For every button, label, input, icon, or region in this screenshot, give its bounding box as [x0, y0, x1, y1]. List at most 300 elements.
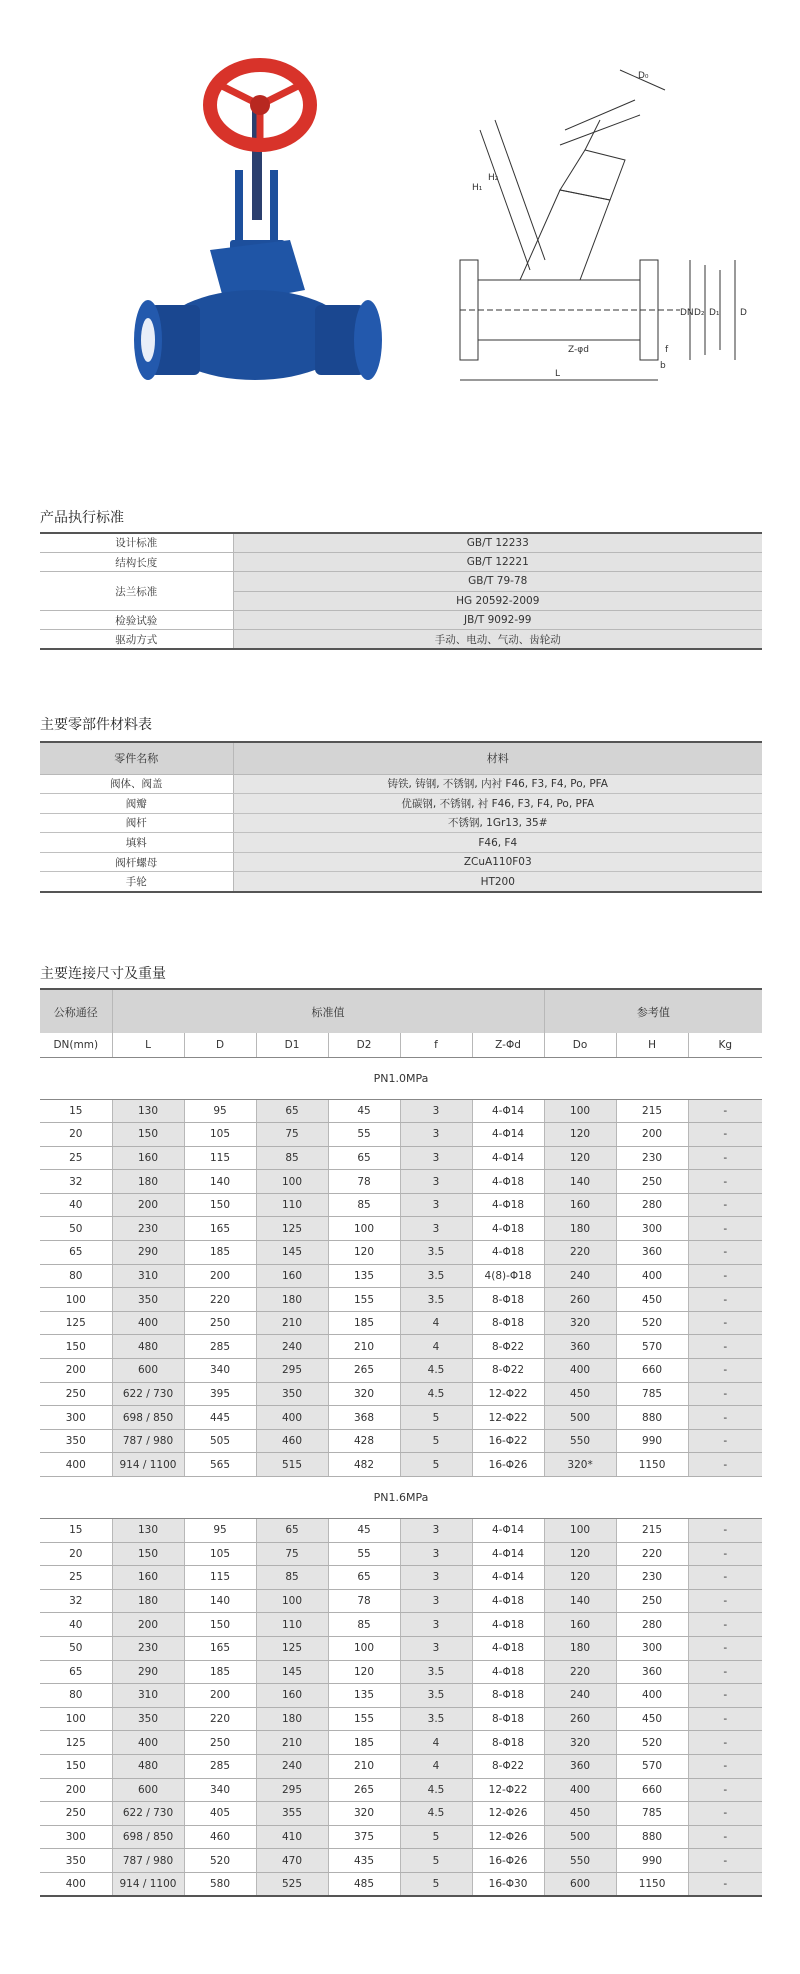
table-cell: 320*: [544, 1453, 616, 1477]
table-cell: 215: [616, 1519, 688, 1543]
valve-dimension-drawing: [450, 60, 780, 410]
table-cell: 200: [40, 1359, 112, 1383]
table-cell: 160: [544, 1193, 616, 1217]
table-cell: -: [688, 1589, 762, 1613]
table-cell: 622 / 730: [112, 1382, 184, 1406]
table-cell: 8-Φ22: [472, 1754, 544, 1778]
table-cell: 360: [544, 1335, 616, 1359]
table-cell: 40: [40, 1193, 112, 1217]
table-cell: 165: [184, 1636, 256, 1660]
table-cell: 350: [112, 1288, 184, 1312]
table-cell: 990: [616, 1429, 688, 1453]
table-cell: -: [688, 1264, 762, 1288]
table-cell: 787 / 980: [112, 1849, 184, 1873]
table-cell: 290: [112, 1241, 184, 1265]
table-cell: 520: [616, 1731, 688, 1755]
label-z-phi-d: Z-φd: [568, 345, 589, 355]
table-cell: 914 / 1100: [112, 1453, 184, 1477]
table-cell: 505: [184, 1429, 256, 1453]
table-row: [40, 1872, 762, 1896]
materials-body: [40, 774, 762, 892]
table-cell: 220: [184, 1288, 256, 1312]
table-cell: 130: [112, 1099, 184, 1123]
table-cell: 482: [328, 1453, 400, 1477]
table-cell: 150: [184, 1613, 256, 1637]
table-cell: 135: [328, 1264, 400, 1288]
table-cell: 285: [184, 1335, 256, 1359]
table-cell: 360: [544, 1754, 616, 1778]
table-cell: 914 / 1100: [112, 1872, 184, 1896]
table-row: [40, 1754, 762, 1778]
header-dn-group: 公称通径: [40, 989, 112, 1033]
table-cell: 185: [184, 1660, 256, 1684]
column-header: D1: [256, 1033, 328, 1057]
table-row: [40, 1288, 762, 1312]
table-cell: 428: [328, 1429, 400, 1453]
table-row: [40, 1660, 762, 1684]
table-cell: 80: [40, 1684, 112, 1708]
label-d2: D₂: [694, 308, 705, 318]
table-cell: -: [688, 1636, 762, 1660]
table-cell: 85: [256, 1566, 328, 1590]
table-cell: 320: [328, 1382, 400, 1406]
table-cell: 280: [616, 1193, 688, 1217]
table-cell: 3: [400, 1542, 472, 1566]
table-cell: 220: [544, 1660, 616, 1684]
pressure-label: PN1.6MPa: [40, 1477, 762, 1519]
table-cell: 105: [184, 1542, 256, 1566]
table-cell: -: [688, 1453, 762, 1477]
table-cell: 500: [544, 1825, 616, 1849]
table-cell: 220: [616, 1542, 688, 1566]
table-cell: 320: [328, 1802, 400, 1826]
table-cell: 8-Φ18: [472, 1684, 544, 1708]
table-cell: 135: [328, 1684, 400, 1708]
table-cell: 4-Φ18: [472, 1589, 544, 1613]
table-cell: 65: [40, 1241, 112, 1265]
table-row: 法兰标准 GB/T 79-78: [40, 572, 762, 591]
table-cell: 125: [256, 1217, 328, 1241]
header-reference-group: 参考值: [544, 989, 762, 1033]
table-cell: 525: [256, 1872, 328, 1896]
table-cell: 240: [544, 1684, 616, 1708]
table-cell: 75: [256, 1123, 328, 1147]
table-cell: 125: [256, 1636, 328, 1660]
table-row: [40, 794, 762, 814]
label-l: L: [555, 369, 561, 379]
table-cell: 25: [40, 1566, 112, 1590]
table-cell: 5: [400, 1825, 472, 1849]
table-cell: 100: [256, 1170, 328, 1194]
table-row: [40, 1146, 762, 1170]
table-cell: 12-Φ26: [472, 1825, 544, 1849]
column-header: H: [616, 1033, 688, 1057]
column-header: Z-Φd: [472, 1033, 544, 1057]
table-cell: -: [688, 1288, 762, 1312]
table-cell: 570: [616, 1754, 688, 1778]
table-cell: 4-Φ14: [472, 1542, 544, 1566]
table-cell: -: [688, 1754, 762, 1778]
dimensions-title: 主要连接尺寸及重量: [40, 966, 166, 982]
standards-title: 产品执行标准: [40, 510, 124, 526]
table-cell: 260: [544, 1288, 616, 1312]
table-row: [40, 872, 762, 892]
table-cell: 16-Φ22: [472, 1429, 544, 1453]
table-cell: -: [688, 1123, 762, 1147]
standards-table: [40, 532, 762, 650]
table-cell: 3.5: [400, 1288, 472, 1312]
table-cell: 400: [616, 1264, 688, 1288]
table-cell: 3: [400, 1099, 472, 1123]
table-row: 设计标准 GB/T 12233: [40, 533, 762, 552]
table-cell: 200: [112, 1193, 184, 1217]
table-cell: 515: [256, 1453, 328, 1477]
table-cell: 20: [40, 1123, 112, 1147]
table-cell: 285: [184, 1754, 256, 1778]
table-cell: 250: [40, 1802, 112, 1826]
table-row: [40, 1359, 762, 1383]
table-cell: 100: [256, 1589, 328, 1613]
column-header: f: [400, 1033, 472, 1057]
column-header: D2: [328, 1033, 400, 1057]
table-cell: 698 / 850: [112, 1406, 184, 1430]
table-cell: 280: [616, 1613, 688, 1637]
table-cell: 220: [544, 1241, 616, 1265]
table-cell: 120: [328, 1660, 400, 1684]
table-cell: 200: [184, 1264, 256, 1288]
table-cell: 125: [40, 1311, 112, 1335]
materials-title: 主要零部件材料表: [40, 717, 152, 733]
table-cell: 3: [400, 1123, 472, 1147]
table-row: [40, 1519, 762, 1543]
table-cell: -: [688, 1099, 762, 1123]
table-cell: 880: [616, 1825, 688, 1849]
table-cell: 360: [616, 1660, 688, 1684]
table-cell: 80: [40, 1264, 112, 1288]
table-cell: 65: [256, 1519, 328, 1543]
material-cell: 优碳钢, 不锈钢, 衬 F46, F3, F4, Po, PFA: [233, 794, 762, 814]
material-cell: ZCuA110F03: [233, 852, 762, 872]
table-cell: 600: [112, 1778, 184, 1802]
table-cell: 355: [256, 1802, 328, 1826]
table-cell: 5: [400, 1872, 472, 1896]
table-cell: -: [688, 1778, 762, 1802]
table-cell: 1150: [616, 1453, 688, 1477]
table-cell: 400: [40, 1872, 112, 1896]
table-cell: -: [688, 1849, 762, 1873]
label-b: b: [660, 361, 666, 371]
table-cell: 240: [256, 1335, 328, 1359]
table-row: [40, 1264, 762, 1288]
material-cell: F46, F4: [233, 833, 762, 853]
table-cell: 200: [112, 1613, 184, 1637]
table-cell: 300: [40, 1406, 112, 1430]
table-cell: 230: [616, 1566, 688, 1590]
table-cell: 50: [40, 1217, 112, 1241]
table-cell: 120: [544, 1566, 616, 1590]
table-cell: 250: [184, 1731, 256, 1755]
table-cell: 110: [256, 1193, 328, 1217]
dimensions-table: [40, 988, 762, 1897]
table-row: [40, 852, 762, 872]
table-cell: 240: [544, 1264, 616, 1288]
table-cell: 3.5: [400, 1684, 472, 1708]
table-cell: 990: [616, 1849, 688, 1873]
table-cell: 4-Φ18: [472, 1193, 544, 1217]
table-cell: 85: [256, 1146, 328, 1170]
table-cell: 410: [256, 1825, 328, 1849]
table-cell: 3: [400, 1613, 472, 1637]
table-cell: 50: [40, 1636, 112, 1660]
table-cell: 85: [328, 1193, 400, 1217]
table-cell: 3: [400, 1217, 472, 1241]
table-cell: 622 / 730: [112, 1802, 184, 1826]
table-cell: 4-Φ18: [472, 1660, 544, 1684]
table-cell: 150: [40, 1335, 112, 1359]
dimensions-body: [40, 1057, 762, 1896]
table-cell: 520: [616, 1311, 688, 1335]
table-row: [40, 774, 762, 794]
table-cell: 310: [112, 1264, 184, 1288]
table-cell: 100: [40, 1707, 112, 1731]
table-cell: 485: [328, 1872, 400, 1896]
table-cell: 550: [544, 1429, 616, 1453]
product-hero: [0, 0, 800, 420]
table-row: 驱动方式 手动、电动、气动、齿轮动: [40, 630, 762, 649]
table-cell: 230: [112, 1217, 184, 1241]
table-row: 结构长度 GB/T 12221: [40, 552, 762, 571]
table-cell: 100: [544, 1099, 616, 1123]
table-cell: 265: [328, 1778, 400, 1802]
table-cell: 8-Φ18: [472, 1731, 544, 1755]
table-cell: 3: [400, 1193, 472, 1217]
table-cell: 5: [400, 1453, 472, 1477]
table-row: [40, 1429, 762, 1453]
table-row: [40, 1217, 762, 1241]
table-cell: -: [688, 1193, 762, 1217]
table-cell: 150: [112, 1123, 184, 1147]
table-cell: 5: [400, 1429, 472, 1453]
table-cell: 15: [40, 1519, 112, 1543]
table-cell: 5: [400, 1406, 472, 1430]
table-cell: 100: [40, 1288, 112, 1312]
material-cell: 铸铁, 铸钢, 不锈钢, 内衬 F46, F3, F4, Po, PFA: [233, 774, 762, 794]
table-cell: 395: [184, 1382, 256, 1406]
table-cell: 368: [328, 1406, 400, 1430]
table-cell: 500: [544, 1406, 616, 1430]
table-cell: 570: [616, 1335, 688, 1359]
table-cell: 100: [328, 1636, 400, 1660]
table-cell: -: [688, 1429, 762, 1453]
table-row: [40, 1802, 762, 1826]
table-cell: 155: [328, 1288, 400, 1312]
table-cell: 45: [328, 1099, 400, 1123]
table-cell: 12-Φ22: [472, 1406, 544, 1430]
table-cell: 180: [112, 1589, 184, 1613]
table-cell: 470: [256, 1849, 328, 1873]
table-cell: 78: [328, 1589, 400, 1613]
table-cell: 65: [256, 1099, 328, 1123]
table-row: [40, 1636, 762, 1660]
table-cell: -: [688, 1566, 762, 1590]
table-cell: 660: [616, 1359, 688, 1383]
table-cell: -: [688, 1382, 762, 1406]
table-cell: 400: [544, 1359, 616, 1383]
table-cell: 4-Φ14: [472, 1123, 544, 1147]
table-cell: 215: [616, 1099, 688, 1123]
table-row: [40, 1335, 762, 1359]
table-cell: 55: [328, 1123, 400, 1147]
table-cell: 295: [256, 1359, 328, 1383]
table-cell: 180: [544, 1636, 616, 1660]
table-cell: 320: [544, 1731, 616, 1755]
table-row: [40, 833, 762, 853]
table-cell: -: [688, 1802, 762, 1826]
material-cell: HT200: [233, 872, 762, 892]
table-cell: 20: [40, 1542, 112, 1566]
table-row: [40, 1684, 762, 1708]
table-cell: 140: [184, 1589, 256, 1613]
table-cell: 8-Φ22: [472, 1335, 544, 1359]
table-cell: 160: [256, 1264, 328, 1288]
table-cell: 4.5: [400, 1802, 472, 1826]
table-cell: 375: [328, 1825, 400, 1849]
table-cell: 250: [616, 1170, 688, 1194]
table-cell: 480: [112, 1335, 184, 1359]
table-cell: 160: [112, 1146, 184, 1170]
table-cell: 300: [616, 1217, 688, 1241]
part-name-cell: 阀体、阀盖: [40, 774, 233, 794]
table-cell: 4: [400, 1335, 472, 1359]
table-row: [40, 1589, 762, 1613]
table-cell: 180: [544, 1217, 616, 1241]
table-cell: 460: [184, 1825, 256, 1849]
table-cell: 1150: [616, 1872, 688, 1896]
table-cell: 120: [328, 1241, 400, 1265]
table-cell: 4.5: [400, 1359, 472, 1383]
table-column-header-row: [40, 1033, 762, 1057]
table-row: [40, 1193, 762, 1217]
table-cell: 120: [544, 1146, 616, 1170]
table-cell: 16-Φ26: [472, 1453, 544, 1477]
table-cell: 12-Φ26: [472, 1802, 544, 1826]
table-cell: 4.5: [400, 1778, 472, 1802]
table-cell: 220: [184, 1707, 256, 1731]
table-cell: 445: [184, 1406, 256, 1430]
table-cell: 4-Φ14: [472, 1566, 544, 1590]
table-cell: 160: [256, 1684, 328, 1708]
table-cell: 580: [184, 1872, 256, 1896]
table-cell: 115: [184, 1146, 256, 1170]
table-cell: 4-Φ18: [472, 1613, 544, 1637]
table-cell: 180: [112, 1170, 184, 1194]
table-cell: 110: [256, 1613, 328, 1637]
table-cell: 785: [616, 1802, 688, 1826]
table-cell: 3.5: [400, 1660, 472, 1684]
table-cell: 4-Φ14: [472, 1519, 544, 1543]
table-cell: 250: [616, 1589, 688, 1613]
table-cell: 4-Φ18: [472, 1170, 544, 1194]
table-cell: 230: [616, 1146, 688, 1170]
table-cell: 450: [544, 1382, 616, 1406]
table-cell: 310: [112, 1684, 184, 1708]
table-cell: 180: [256, 1707, 328, 1731]
table-cell: 8-Φ18: [472, 1288, 544, 1312]
table-cell: -: [688, 1519, 762, 1543]
table-cell: 8-Φ18: [472, 1707, 544, 1731]
table-cell: 40: [40, 1613, 112, 1637]
table-cell: 3: [400, 1589, 472, 1613]
table-cell: -: [688, 1406, 762, 1430]
table-cell: 3.5: [400, 1241, 472, 1265]
table-cell: 145: [256, 1660, 328, 1684]
table-cell: 65: [40, 1660, 112, 1684]
table-cell: 100: [544, 1519, 616, 1543]
table-row: [40, 1542, 762, 1566]
table-cell: 15: [40, 1099, 112, 1123]
table-cell: 16-Φ26: [472, 1849, 544, 1873]
table-cell: 340: [184, 1778, 256, 1802]
label-f: f: [665, 345, 669, 355]
table-cell: 460: [256, 1429, 328, 1453]
table-cell: 260: [544, 1707, 616, 1731]
table-cell: 4: [400, 1311, 472, 1335]
table-cell: 150: [112, 1542, 184, 1566]
table-cell: 200: [616, 1123, 688, 1147]
table-cell: 360: [616, 1241, 688, 1265]
table-cell: -: [688, 1241, 762, 1265]
table-row: [40, 1123, 762, 1147]
table-cell: 450: [616, 1288, 688, 1312]
column-header: Do: [544, 1033, 616, 1057]
table-cell: 150: [184, 1193, 256, 1217]
table-cell: 4-Φ18: [472, 1217, 544, 1241]
table-cell: 290: [112, 1660, 184, 1684]
label-h2: H₂: [488, 173, 499, 183]
table-cell: 350: [112, 1707, 184, 1731]
table-cell: 130: [112, 1519, 184, 1543]
table-cell: 100: [328, 1217, 400, 1241]
table-cell: -: [688, 1731, 762, 1755]
table-row: [40, 1849, 762, 1873]
table-cell: 115: [184, 1566, 256, 1590]
table-cell: 4-Φ14: [472, 1146, 544, 1170]
part-name-cell: 阀杆螺母: [40, 852, 233, 872]
table-row: [40, 1825, 762, 1849]
table-cell: 340: [184, 1359, 256, 1383]
table-cell: 95: [184, 1519, 256, 1543]
table-cell: 400: [112, 1311, 184, 1335]
table-cell: 160: [544, 1613, 616, 1637]
label-h1: H₁: [472, 183, 483, 193]
table-cell: 45: [328, 1519, 400, 1543]
table-cell: 140: [184, 1170, 256, 1194]
pressure-label: PN1.0MPa: [40, 1057, 762, 1099]
table-cell: 210: [328, 1335, 400, 1359]
table-row: [40, 1778, 762, 1802]
table-cell: 300: [616, 1636, 688, 1660]
part-name-cell: 填料: [40, 833, 233, 853]
table-cell: 200: [40, 1778, 112, 1802]
table-cell: 140: [544, 1589, 616, 1613]
table-cell: 660: [616, 1778, 688, 1802]
table-cell: 185: [328, 1311, 400, 1335]
table-cell: 240: [256, 1754, 328, 1778]
table-cell: 698 / 850: [112, 1825, 184, 1849]
table-cell: 55: [328, 1542, 400, 1566]
table-row: [40, 1613, 762, 1637]
table-cell: 75: [256, 1542, 328, 1566]
